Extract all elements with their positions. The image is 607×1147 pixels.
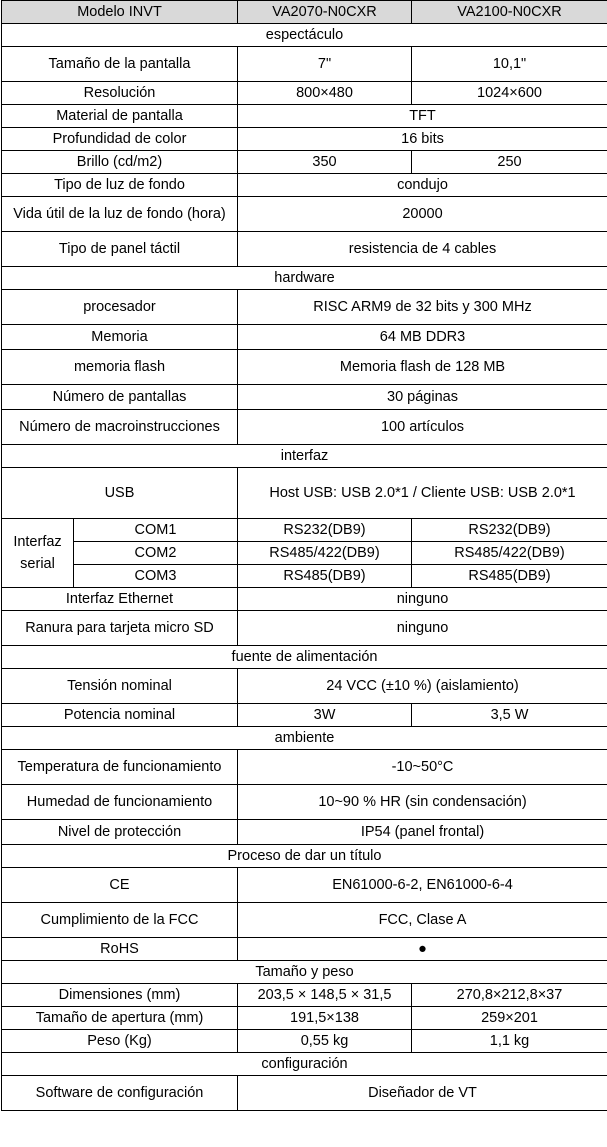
row-label: Ranura para tarjeta micro SD	[2, 611, 238, 646]
table-row-weight	[2, 1030, 607, 1053]
section-title-power: fuente de alimentación	[2, 646, 607, 669]
row-label: Cumplimiento de la FCC	[2, 903, 238, 938]
value: IP54 (panel frontal)	[238, 820, 607, 845]
table-row-ethernet	[2, 588, 607, 611]
row-label: COM2	[74, 542, 238, 565]
row-label: Memoria	[2, 325, 238, 350]
value: Host USB: USB 2.0*1 / Cliente USB: USB 2.0*1	[238, 468, 607, 519]
section-row-display	[2, 24, 607, 47]
table-row-com2	[2, 542, 607, 565]
value: 16 bits	[238, 128, 607, 151]
row-label: Número de pantallas	[2, 385, 238, 410]
value: FCC, Clase A	[238, 903, 607, 938]
table-row-usb	[2, 468, 607, 519]
table-row-screens	[2, 385, 607, 410]
value: Memoria flash de 128 MB	[238, 350, 607, 385]
value-a: 3W	[238, 704, 412, 727]
table-row-sd-slot	[2, 611, 607, 646]
value: 20000	[238, 197, 607, 232]
row-label: Material de pantalla	[2, 105, 238, 128]
row-label: Número de macroinstrucciones	[2, 410, 238, 445]
section-title-size-weight: Tamaño y peso	[2, 961, 607, 984]
row-label: Peso (Kg)	[2, 1030, 238, 1053]
row-label: Nivel de protección	[2, 820, 238, 845]
table-row-software	[2, 1076, 607, 1111]
value-a: RS485/422(DB9)	[238, 542, 412, 565]
table-row-backlight-type	[2, 174, 607, 197]
section-row-power	[2, 646, 607, 669]
value: condujo	[238, 174, 607, 197]
table-row-screen-material	[2, 105, 607, 128]
section-title-configuration: configuración	[2, 1053, 607, 1076]
row-label: COM3	[74, 565, 238, 588]
row-label: Tensión nominal	[2, 669, 238, 704]
value: EN61000-6-2, EN61000-6-4	[238, 868, 607, 903]
table-row-ce	[2, 868, 607, 903]
section-title-environment: ambiente	[2, 727, 607, 750]
table-row-color-depth	[2, 128, 607, 151]
value-b: 1,1 kg	[412, 1030, 607, 1053]
value-a: RS485(DB9)	[238, 565, 412, 588]
value: Diseñador de VT	[238, 1076, 607, 1111]
section-row-configuration	[2, 1053, 607, 1076]
table-row-com1	[2, 519, 607, 542]
section-title-certification: Proceso de dar un título	[2, 845, 607, 868]
table-row-memory	[2, 325, 607, 350]
value-b: 270,8×212,8×37	[412, 984, 607, 1007]
value: -10~50°C	[238, 750, 607, 785]
table-row-brightness	[2, 151, 607, 174]
table-row-fcc	[2, 903, 607, 938]
header-row	[2, 1, 607, 24]
row-label: Resolución	[2, 82, 238, 105]
value-b: RS485(DB9)	[412, 565, 607, 588]
table-row-com3	[2, 565, 607, 588]
section-row-interface	[2, 445, 607, 468]
section-row-environment	[2, 727, 607, 750]
table-row-dimensions	[2, 984, 607, 1007]
value: 24 VCC (±10 %) (aislamiento)	[238, 669, 607, 704]
table-row-voltage	[2, 669, 607, 704]
table-row-rated-power	[2, 704, 607, 727]
spec-table	[1, 0, 607, 1111]
value-b: 3,5 W	[412, 704, 607, 727]
row-label: Vida útil de la luz de fondo (hora)	[2, 197, 238, 232]
section-title-hardware: hardware	[2, 267, 607, 290]
section-title-interface: interfaz	[2, 445, 607, 468]
row-label: Tipo de panel táctil	[2, 232, 238, 267]
row-label: Software de configuración	[2, 1076, 238, 1111]
value: ninguno	[238, 611, 607, 646]
row-label: Temperatura de funcionamiento	[2, 750, 238, 785]
value-a: 203,5 × 148,5 × 31,5	[238, 984, 412, 1007]
value: 10~90 % HR (sin condensación)	[238, 785, 607, 820]
row-label: Tamaño de la pantalla	[2, 47, 238, 82]
value-b: 10,1"	[412, 47, 607, 82]
value: TFT	[238, 105, 607, 128]
serial-interface-label: Interfaz serial	[2, 519, 74, 588]
header-label: Modelo INVT	[2, 1, 238, 24]
value-b: RS485/422(DB9)	[412, 542, 607, 565]
row-label: memoria flash	[2, 350, 238, 385]
header-model-b: VA2100-N0CXR	[412, 1, 607, 24]
value-b: 259×201	[412, 1007, 607, 1030]
row-label: Potencia nominal	[2, 704, 238, 727]
table-row-cutout	[2, 1007, 607, 1030]
value: resistencia de 4 cables	[238, 232, 607, 267]
row-label: Profundidad de color	[2, 128, 238, 151]
row-label: Humedad de funcionamiento	[2, 785, 238, 820]
table-row-backlight-life	[2, 197, 607, 232]
section-row-hardware	[2, 267, 607, 290]
table-row-touch-panel	[2, 232, 607, 267]
value-a: 191,5×138	[238, 1007, 412, 1030]
header-model-a: VA2070-N0CXR	[238, 1, 412, 24]
value-a: RS232(DB9)	[238, 519, 412, 542]
value: 64 MB DDR3	[238, 325, 607, 350]
table-row-macros	[2, 410, 607, 445]
row-label: Brillo (cd/m2)	[2, 151, 238, 174]
value: 100 artículos	[238, 410, 607, 445]
table-row-screen-size	[2, 47, 607, 82]
row-label: USB	[2, 468, 238, 519]
value-b: RS232(DB9)	[412, 519, 607, 542]
value-a: 350	[238, 151, 412, 174]
row-label: Dimensiones (mm)	[2, 984, 238, 1007]
value-a: 0,55 kg	[238, 1030, 412, 1053]
table-row-rohs	[2, 938, 607, 961]
rohs-bullet-icon: ●	[238, 938, 607, 961]
row-label: CE	[2, 868, 238, 903]
row-label: Tipo de luz de fondo	[2, 174, 238, 197]
table-row-resolution	[2, 82, 607, 105]
table-row-protection	[2, 820, 607, 845]
value: ninguno	[238, 588, 607, 611]
table-row-processor	[2, 290, 607, 325]
value-a: 800×480	[238, 82, 412, 105]
row-label: Tamaño de apertura (mm)	[2, 1007, 238, 1030]
table-row-humidity	[2, 785, 607, 820]
section-title-display: espectáculo	[2, 24, 607, 47]
value: 30 páginas	[238, 385, 607, 410]
row-label: COM1	[74, 519, 238, 542]
table-row-temperature	[2, 750, 607, 785]
value-a: 7"	[238, 47, 412, 82]
section-row-size-weight	[2, 961, 607, 984]
value-b: 1024×600	[412, 82, 607, 105]
table-row-flash	[2, 350, 607, 385]
row-label: RoHS	[2, 938, 238, 961]
row-label: Interfaz Ethernet	[2, 588, 238, 611]
value: RISC ARM9 de 32 bits y 300 MHz	[238, 290, 607, 325]
row-label: procesador	[2, 290, 238, 325]
value-b: 250	[412, 151, 607, 174]
section-row-certification	[2, 845, 607, 868]
